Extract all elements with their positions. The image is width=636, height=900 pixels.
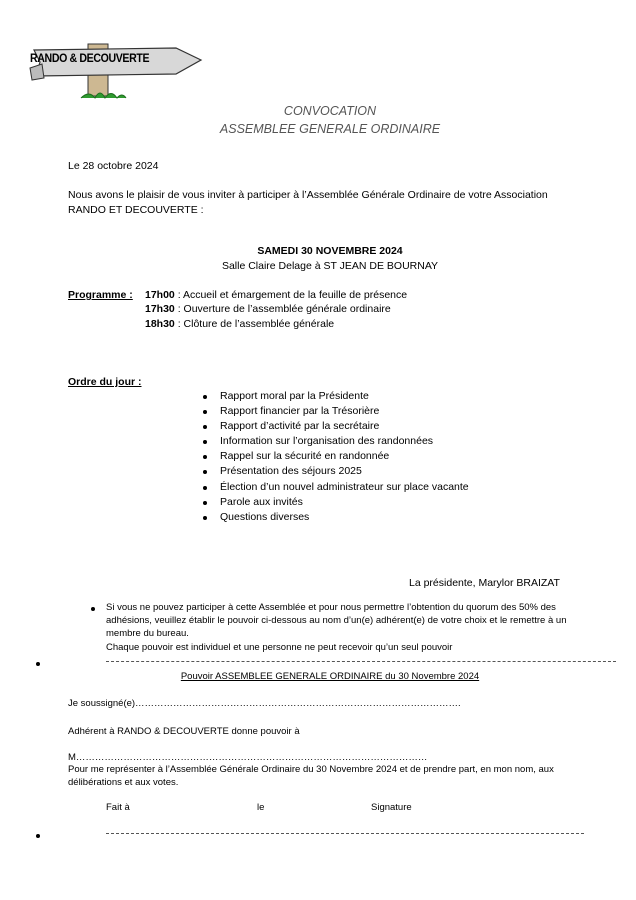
agenda-item: Rapport moral par la Présidente bbox=[203, 389, 469, 404]
intro-line-1: Nous avons le plaisir de vous inviter à participer à l’Assemblée Générale Ordinaire de votre Association bbox=[68, 189, 548, 201]
title-assemblee: ASSEMBLEE GENERALE ORDINAIRE bbox=[219, 122, 441, 136]
proxy-signature: Signature bbox=[371, 802, 412, 813]
proxy-undersigned: Je soussigné(e)…………………………………………………………………………………………. bbox=[68, 698, 461, 709]
programme-item bbox=[145, 318, 334, 330]
agenda-list bbox=[203, 389, 469, 525]
proxy-fait: Fait à bbox=[106, 802, 130, 813]
notice-line-3: membre du bureau. bbox=[106, 628, 189, 639]
programme-text: : Accueil et émargement de la feuille de présence bbox=[174, 289, 408, 301]
signpost-icon bbox=[26, 40, 206, 106]
title-convocation: CONVOCATION bbox=[283, 104, 377, 118]
notice-bullet-icon bbox=[91, 607, 95, 611]
programme-time: 17h30 bbox=[145, 303, 175, 315]
agenda-item: Questions diverses bbox=[203, 510, 469, 525]
proxy-m-line: M………………………………………………………………………………………………… bbox=[68, 752, 428, 763]
programme-label: Programme : bbox=[68, 289, 133, 301]
proxy-represent-2: délibérations et aux votes. bbox=[68, 777, 179, 788]
letter-date: Le 28 octobre 2024 bbox=[68, 160, 159, 172]
notice-line-4: Chaque pouvoir est individuel et une personne ne peut recevoir qu’un seul pouvoir bbox=[106, 642, 453, 653]
proxy-member: Adhérent à RANDO & DECOUVERTE donne pouvoir à bbox=[68, 726, 300, 737]
programme-time: 17h00 bbox=[145, 289, 175, 301]
president-signature: La présidente, Marylor BRAIZAT bbox=[409, 577, 560, 589]
cut-bullet-icon bbox=[36, 834, 40, 838]
programme-text: : Clôture de l’assemblée générale bbox=[174, 318, 335, 330]
agenda-item: Information sur l’organisation des randonnées bbox=[203, 434, 469, 449]
agenda-item: Rapport d’activité par la secrétaire bbox=[203, 419, 469, 434]
agenda-item: Présentation des séjours 2025 bbox=[203, 464, 469, 479]
event-place: Salle Claire Delage à ST JEAN DE BOURNAY bbox=[221, 260, 439, 272]
agenda-item: Rapport financier par la Trésorière bbox=[203, 404, 469, 419]
logo-text: RANDO & DECOUVERTE bbox=[30, 53, 150, 65]
cut-line bbox=[106, 661, 616, 662]
proxy-represent-1: Pour me représenter à l’Assemblée Générale Ordinaire du 30 Novembre 2024 et de prendre part, en mon nom, aux bbox=[68, 764, 554, 775]
event-date: SAMEDI 30 NOVEMBRE 2024 bbox=[257, 245, 403, 257]
proxy-le: le bbox=[257, 802, 265, 813]
logo bbox=[26, 40, 206, 106]
agenda-item: Parole aux invités bbox=[203, 495, 469, 510]
agenda-label: Ordre du jour : bbox=[68, 376, 142, 388]
agenda-item: Élection d’un nouvel administrateur sur place vacante bbox=[203, 480, 469, 495]
programme-item bbox=[145, 303, 391, 315]
programme-item bbox=[145, 289, 407, 301]
programme-text: : Ouverture de l’assemblée générale ordinaire bbox=[174, 303, 391, 315]
notice-line-2: adhésions, veuillez établir le pouvoir ci-dessous au nom d’un(e) adhérent(e) de votre choix et le remettre à un bbox=[106, 615, 567, 626]
cut-bullet-icon bbox=[36, 662, 40, 666]
agenda-item: Rappel sur la sécurité en randonnée bbox=[203, 449, 469, 464]
programme-time: 18h30 bbox=[145, 318, 175, 330]
notice-line-1: Si vous ne pouvez participer à cette Assemblée et pour nous permettre l’obtention du quorum des 50% des bbox=[106, 602, 556, 613]
proxy-title: Pouvoir ASSEMBLEE GENERALE ORDINAIRE du 30 Novembre 2024 bbox=[180, 671, 480, 682]
cut-line bbox=[106, 833, 584, 834]
intro-line-2: RANDO ET DECOUVERTE : bbox=[68, 204, 204, 216]
